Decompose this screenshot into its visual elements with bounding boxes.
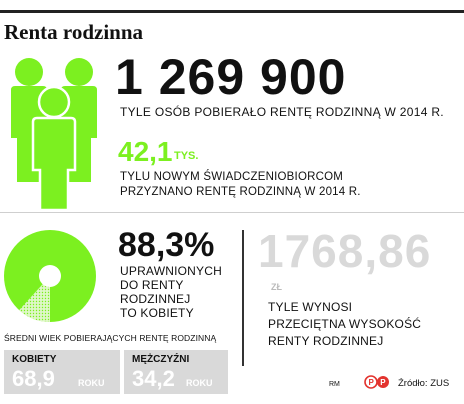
- average-amount-caption-line: RENTY RODZINNEJ: [268, 334, 384, 348]
- pap-logo: [364, 375, 390, 389]
- women-share-caption-line: UPRAWNIONYCH: [120, 264, 222, 278]
- donut-chart: [2, 228, 98, 324]
- new-stat-unit: TYS.: [174, 150, 199, 162]
- women-age-label: KOBIETY: [12, 354, 57, 365]
- women-share-caption-line: DO RENTY: [120, 278, 184, 292]
- page-title: Renta rodzinna: [4, 20, 144, 44]
- author-initials: RM: [329, 381, 340, 388]
- new-stat-caption-line: TYLU NOWYM ŚWIADCZENIOBIORCOM: [120, 171, 344, 183]
- new-stat-caption-line: PRZYZNANO RENTĘ RODZINNĄ W 2014 R.: [120, 186, 361, 198]
- svg-text:P: P: [368, 378, 374, 387]
- column-divider: [242, 230, 244, 366]
- women-age-box: [4, 350, 120, 394]
- men-age-value: 34,2: [132, 366, 175, 391]
- average-amount-value: 1768,86: [258, 225, 432, 277]
- women-share-caption-line: RODZINNEJ: [120, 292, 191, 306]
- svg-text:P: P: [380, 378, 386, 387]
- average-amount-caption-line: PRZECIĘTNA WYSOKOŚĆ: [268, 317, 422, 331]
- section-divider: [0, 212, 464, 213]
- new-stat-caption: [120, 170, 361, 200]
- top-rule: [0, 10, 464, 13]
- people-icon: [2, 52, 110, 212]
- main-stat-value: 1 269 900: [115, 49, 347, 105]
- new-stat-value: 42,1: [118, 136, 173, 167]
- men-age-box: [124, 350, 228, 394]
- women-share-caption-line: TO KOBIETY: [120, 306, 194, 320]
- average-amount-caption-line: TYLE WYNOSI: [268, 300, 353, 314]
- main-stat-caption: TYLE OSÓB POBIERAŁO RENTĘ RODZINNĄ W 2014 R.: [120, 105, 444, 119]
- average-age-label: ŚREDNI WIEK POBIERAJĄCYCH RENTĘ RODZINNĄ: [4, 333, 217, 343]
- women-age-value: 68,9: [12, 366, 55, 391]
- women-share-value: 88,3%: [118, 226, 215, 264]
- average-amount-currency: ZŁ: [271, 282, 282, 292]
- average-amount-caption: [268, 299, 421, 350]
- men-age-label: MĘŻCZYŹNI: [132, 354, 190, 365]
- source-note: Źródło: ZUS: [398, 378, 450, 389]
- donut-hole: [39, 265, 61, 287]
- men-age-unit: ROKU: [186, 378, 213, 388]
- women-share-caption: [120, 264, 222, 320]
- women-age-unit: ROKU: [78, 378, 105, 388]
